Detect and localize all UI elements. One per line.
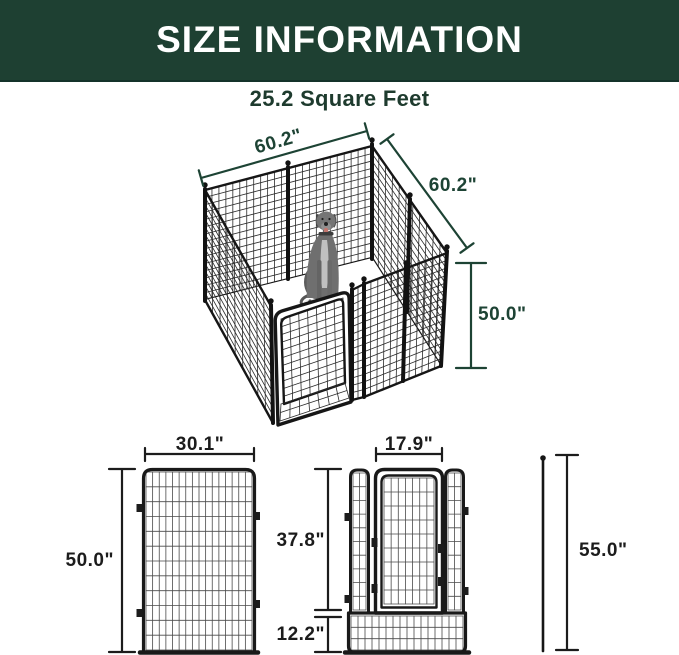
door-latch [438,577,444,586]
pen-height-dimension [456,263,527,368]
area-subtitle: 25.2 Square Feet [249,85,430,111]
stake-height-label: 55.0" [579,540,628,561]
door-width-dimension [376,434,442,461]
door-upper-height-dimension [277,469,342,610]
door-panel-nub [463,587,469,595]
panel-drawing [140,470,258,653]
ground-stake-diagram [540,455,627,651]
door-latch [438,544,444,553]
pen-depth-label: 60.2" [428,175,478,196]
pen-door [275,293,351,425]
door-upper-height-label: 37.8" [276,530,325,551]
panel-connector-nub [137,609,143,617]
panel-height-dimension [66,469,136,652]
size-diagram [0,115,679,655]
panel-height-label: 50.0" [65,550,114,571]
stake-height-dimension [556,455,628,650]
door-hinge [372,538,378,547]
panel-width-dimension [145,434,254,461]
dog-front-leg [317,260,322,302]
panel-width-label: 30.1" [175,434,225,455]
door-panel-drawing [345,470,469,653]
dog-nose [324,222,328,226]
panel-connector-nub [254,600,260,608]
dog-collar [319,232,334,236]
door-panel-diagram [277,434,470,653]
header-banner [0,0,679,82]
door-panel-nub [463,507,469,515]
page-title: SIZE INFORMATION [156,19,523,60]
door-lower-height-label: 12.2" [276,624,325,645]
pen-3d-view [202,137,449,425]
panel-connector-nub [137,504,143,512]
door-width-label: 17.9" [384,434,434,455]
dog-eye [328,218,330,220]
door-hinge [372,584,378,593]
dog-eye [321,218,323,220]
ground-stake [540,455,546,651]
pen-height-label: 50.0" [478,304,527,325]
door-panel-nub [345,513,351,521]
single-panel-diagram [66,434,261,653]
dog-chest-patch [321,240,329,288]
door-panel-nub [345,595,351,603]
pen-width-label: 60.2" [252,125,305,159]
panel-connector-nub [254,512,260,520]
door-lower-height-dimension [277,617,342,652]
